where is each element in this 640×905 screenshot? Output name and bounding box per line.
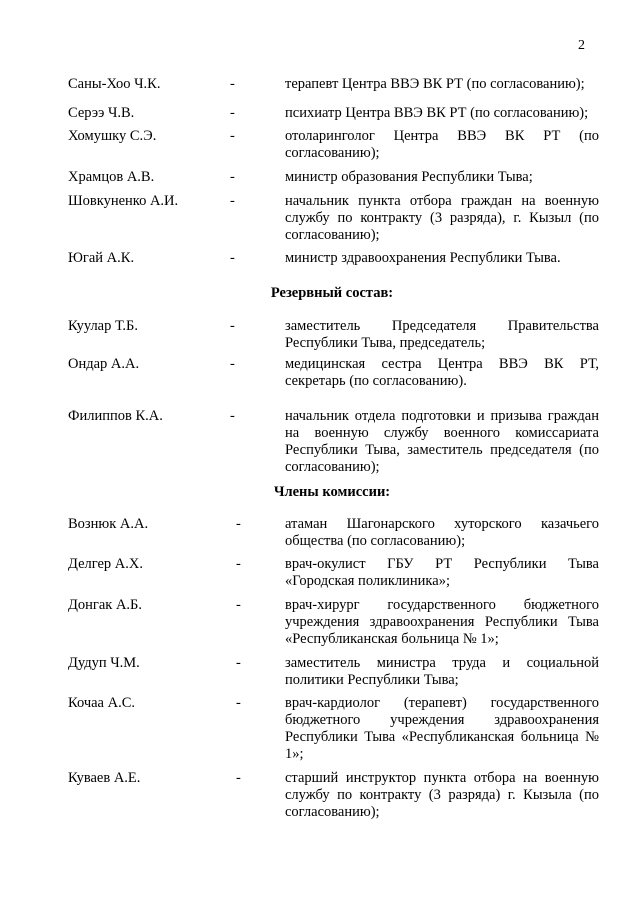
separator-dash: - <box>230 318 235 334</box>
member-position: врач-кардиолог (терапевт) государственного бюджетного учреждения здравоохранения Республики Тыва «Республиканская больница № 1»; <box>285 695 599 762</box>
separator-dash: - <box>236 597 241 613</box>
separator-dash: - <box>230 169 235 185</box>
list-item <box>0 408 640 475</box>
separator-dash: - <box>236 655 241 671</box>
list-item <box>0 128 640 161</box>
member-position: заместитель министра труда и социальной политики Республики Тыва; <box>285 655 599 688</box>
list-item <box>0 516 640 549</box>
member-name: Шовкуненко А.И. <box>68 193 179 209</box>
separator-dash: - <box>230 105 235 121</box>
member-name: Дудуп Ч.М. <box>68 655 140 671</box>
member-name: Вознюк А.А. <box>68 516 149 532</box>
list-item <box>0 193 640 243</box>
list-item <box>0 76 640 92</box>
member-position: старший инструктор пункта отбора на военную службу по контракту (3 разряда) г. Кызыла (по согласованию); <box>285 770 599 820</box>
page-number: 2 <box>578 38 585 53</box>
member-position: заместитель Председателя Правительства Республики Тыва, председатель; <box>285 318 599 351</box>
member-name: Куулар Т.Б. <box>68 318 138 334</box>
list-item <box>0 105 640 121</box>
member-position: медицинская сестра Центра ВВЭ ВК РТ, секретарь (по согласованию). <box>285 356 599 389</box>
member-name: Кочаа А.С. <box>68 695 136 711</box>
list-item <box>0 169 640 185</box>
member-position: начальник пункта отбора граждан на военную службу по контракту (3 разряда), г. Кызыл (по согласованию); <box>285 193 599 243</box>
separator-dash: - <box>230 408 235 424</box>
separator-dash: - <box>230 193 235 209</box>
separator-dash: - <box>230 250 235 266</box>
member-position: психиатр Центра ВВЭ ВК РТ (по согласованию); <box>285 105 589 121</box>
member-position: атаман Шагонарского хуторского казачьего общества (по согласованию); <box>285 516 599 549</box>
member-name: Донгак А.Б. <box>68 597 143 613</box>
separator-dash: - <box>236 516 241 532</box>
member-name: Храмцов А.В. <box>68 169 155 185</box>
member-position: врач-хирург государственного бюджетного учреждения здравоохранения Республики Тыва «Республиканская больница № 1»; <box>285 597 599 647</box>
list-item <box>0 318 640 351</box>
section-heading-reserve: Резервный состав: <box>270 285 394 301</box>
list-item <box>0 695 640 762</box>
list-item <box>0 770 640 820</box>
separator-dash: - <box>230 356 235 372</box>
member-position: врач-окулист ГБУ РТ Республики Тыва «Городская поликлиника»; <box>285 556 599 589</box>
member-name: Хомушку С.Э. <box>68 128 157 144</box>
member-position: министр здравоохранения Республики Тыва. <box>285 250 561 266</box>
member-name: Куваев А.Е. <box>68 770 141 786</box>
member-position: министр образования Республики Тыва; <box>285 169 533 185</box>
member-name: Серээ Ч.В. <box>68 105 135 121</box>
list-item <box>0 655 640 688</box>
member-name: Филиппов К.А. <box>68 408 163 424</box>
member-name: Саны-Хоо Ч.К. <box>68 76 161 92</box>
section-heading-members: Члены комиссии: <box>273 484 391 500</box>
separator-dash: - <box>236 770 241 786</box>
separator-dash: - <box>236 695 241 711</box>
list-item <box>0 597 640 647</box>
member-position: начальник отдела подготовки и призыва граждан на военную службу военного комиссариата Республики Тыва, заместитель председателя (по согласованию); <box>285 408 599 475</box>
list-item <box>0 556 640 589</box>
list-item <box>0 250 640 266</box>
member-position: отоларинголог Центра ВВЭ ВК РТ (по согласованию); <box>285 128 599 161</box>
separator-dash: - <box>230 76 235 92</box>
member-position: терапевт Центра ВВЭ ВК РТ (по согласованию); <box>285 76 585 92</box>
member-name: Делгер А.Х. <box>68 556 143 572</box>
separator-dash: - <box>236 556 241 572</box>
separator-dash: - <box>230 128 235 144</box>
member-name: Ондар А.А. <box>68 356 140 372</box>
member-name: Югай А.К. <box>68 250 135 266</box>
list-item <box>0 356 640 389</box>
